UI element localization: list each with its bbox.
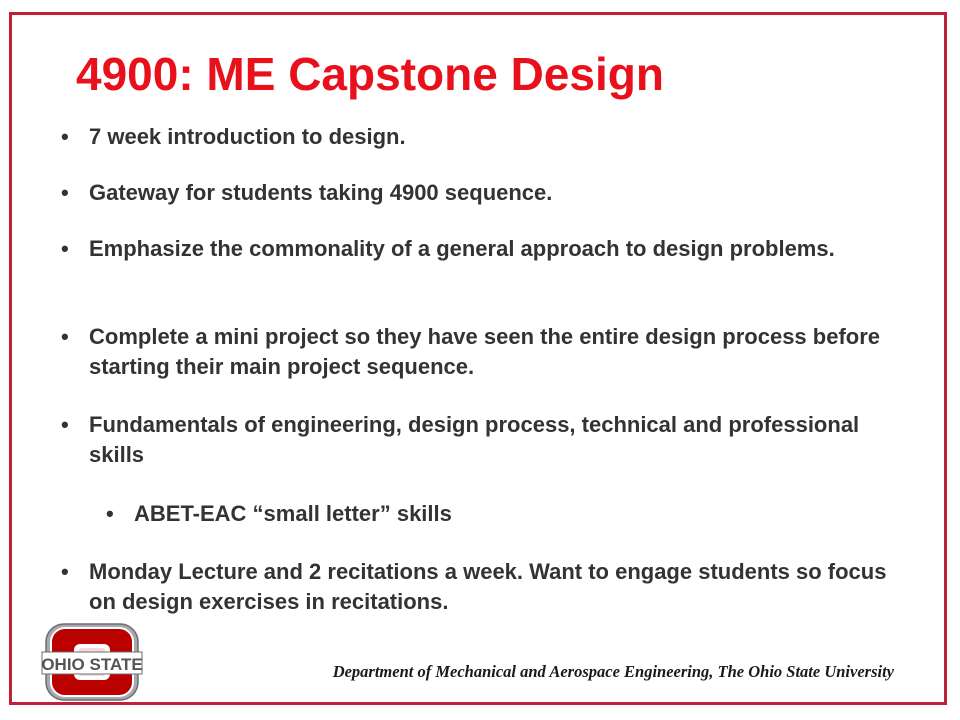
bullet-text: Gateway for students taking 4900 sequence. bbox=[89, 180, 553, 205]
bullet-item bbox=[61, 410, 889, 470]
bullet-icon: • bbox=[61, 412, 69, 437]
bullet-item bbox=[61, 234, 889, 264]
bullet-icon: • bbox=[106, 501, 114, 526]
bullet-icon: • bbox=[61, 124, 69, 149]
logo-text: OHIO STATE bbox=[41, 655, 143, 674]
bullet-item bbox=[61, 122, 889, 152]
footer-text: Department of Mechanical and Aerospace Engineering, The Ohio State University bbox=[332, 662, 894, 681]
bullet-text: 7 week introduction to design. bbox=[89, 124, 406, 149]
sub-bullet-item bbox=[106, 499, 874, 529]
bullet-text: ABET-EAC “small letter” skills bbox=[134, 501, 452, 526]
bullet-text: Complete a mini project so they have seen the entire design process before starting their main project sequence. bbox=[89, 324, 881, 379]
bullet-icon: • bbox=[61, 236, 69, 261]
bullet-item bbox=[61, 557, 889, 617]
bullet-icon: • bbox=[61, 559, 69, 584]
bullet-text: Emphasize the commonality of a general approach to design problems. bbox=[89, 236, 835, 261]
bullet-icon: • bbox=[61, 180, 69, 205]
bullet-text: Monday Lecture and 2 recitations a week. Want to engage students so focus on design exercises in recitations. bbox=[89, 559, 887, 614]
slide-title: 4900: ME Capstone Design bbox=[76, 48, 664, 100]
bullet-item bbox=[61, 322, 889, 382]
ohio-state-logo-icon bbox=[40, 622, 144, 702]
bullet-item bbox=[61, 178, 889, 208]
bullet-text: Fundamentals of engineering, design process, technical and professional skills bbox=[89, 412, 860, 467]
bullet-icon: • bbox=[61, 324, 69, 349]
